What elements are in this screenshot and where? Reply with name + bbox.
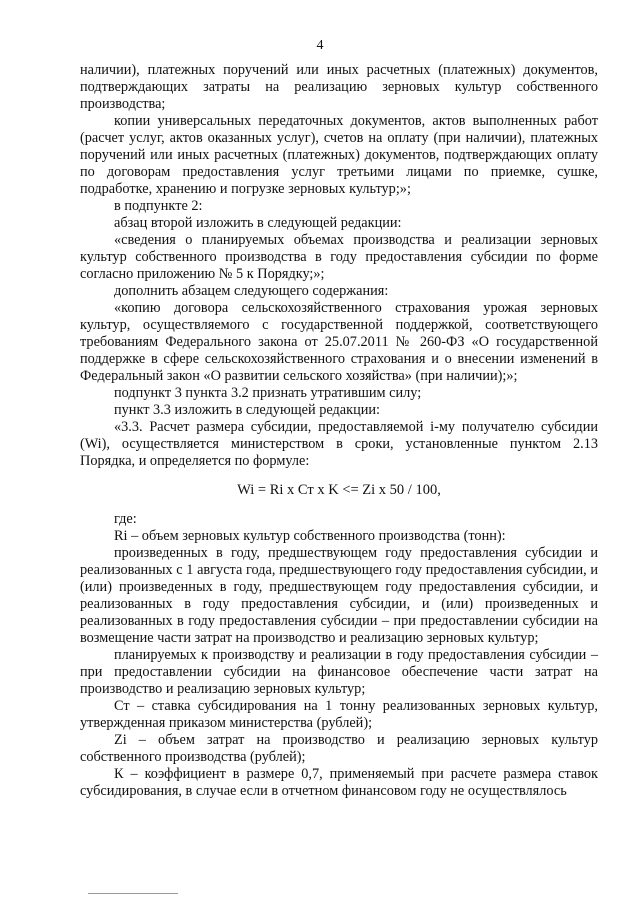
formula: Wi = Ri x Ст x K <= Zi x 50 / 100, <box>237 482 441 498</box>
paragraph: где: <box>114 511 137 527</box>
paragraph: «сведения о планируемых объемах производства и реализации зерновых культур собственного производства в году предоставления субсидии по форме согласно приложению № 5 к Порядку;»; <box>80 232 598 282</box>
paragraph: дополнить абзацем следующего содержания: <box>114 283 389 299</box>
paragraph: в подпункте 2: <box>114 198 203 214</box>
paragraph: пункт 3.3 изложить в следующей редакции: <box>114 402 381 418</box>
bottom-divider <box>88 893 178 894</box>
paragraph: Zi – объем затрат на производство и реализацию зерновых культур собственного производства (рублей); <box>80 732 598 765</box>
paragraph: К – коэффициент в размере 0,7, применяемый при расчете размера ставок субсидирования, в случае если в отчетном финансовом году не осуществлялось <box>80 766 598 799</box>
paragraph: произведенных в году, предшествующем году предоставления субсидии и реализованных с 1 августа года, предшествующего году предоставления субсидии, и (или) произведенных в году, предшествующем году предоставления субсидии, и реализованных в году предоставления субсидии, и (или) произведенных и реализованных в году предоставления субсидии – при предоставлении субсидии на возмещение части затрат на производство и реализацию зерновых культур; <box>80 545 598 646</box>
paragraph: копии универсальных передаточных документов, актов выполненных работ (расчет услуг, актов оказанных услуг), счетов на оплату (при наличии), платежных поручений или иных расчетных (платежных) документов, подтверждающих оплату по договорам предоставления услуг третьими лицами по приемке, сушке, подработке, хранению и погрузке зерновых культур;»; <box>80 113 598 197</box>
paragraph: абзац второй изложить в следующей редакции: <box>114 215 402 231</box>
paragraph: планируемых к производству и реализации в году предоставления субсидии – при предоставлении субсидии на финансовое обеспечение части затрат на производство и реализацию зерновых культур; <box>80 647 598 697</box>
paragraph: «копию договора сельскохозяйственного страхования урожая зерновых культур, осуществляемого с государственной поддержкой, соответствующего требованиям Федерального закона от 25.07.2011 № 260-ФЗ «О государственной поддержке в сфере сельскохозяйственного страхования и о внесении изменений в Федеральный закон «О развитии сельского хозяйства» (при наличии);»; <box>80 300 598 384</box>
document-body <box>80 62 598 800</box>
paragraph: «3.3. Расчет размера субсидии, предоставляемой i-му получателю субсидии (Wi), осуществляется министерством в сроки, установленные пунктом 2.13 Порядка, и определяется по формуле: <box>80 419 598 469</box>
page-number: 4 <box>316 38 324 53</box>
paragraph: Ст – ставка субсидирования на 1 тонну реализованных зерновых культур, утвержденная приказом министерства (рублей); <box>80 698 598 731</box>
paragraph: подпункт 3 пункта 3.2 признать утратившим силу; <box>114 385 422 401</box>
paragraph: наличии), платежных поручений или иных расчетных (платежных) документов, подтверждающих затраты на реализацию зерновых культур собственного производства; <box>80 62 598 112</box>
paragraph: Ri – объем зерновых культур собственного производства (тонн): <box>114 528 506 544</box>
